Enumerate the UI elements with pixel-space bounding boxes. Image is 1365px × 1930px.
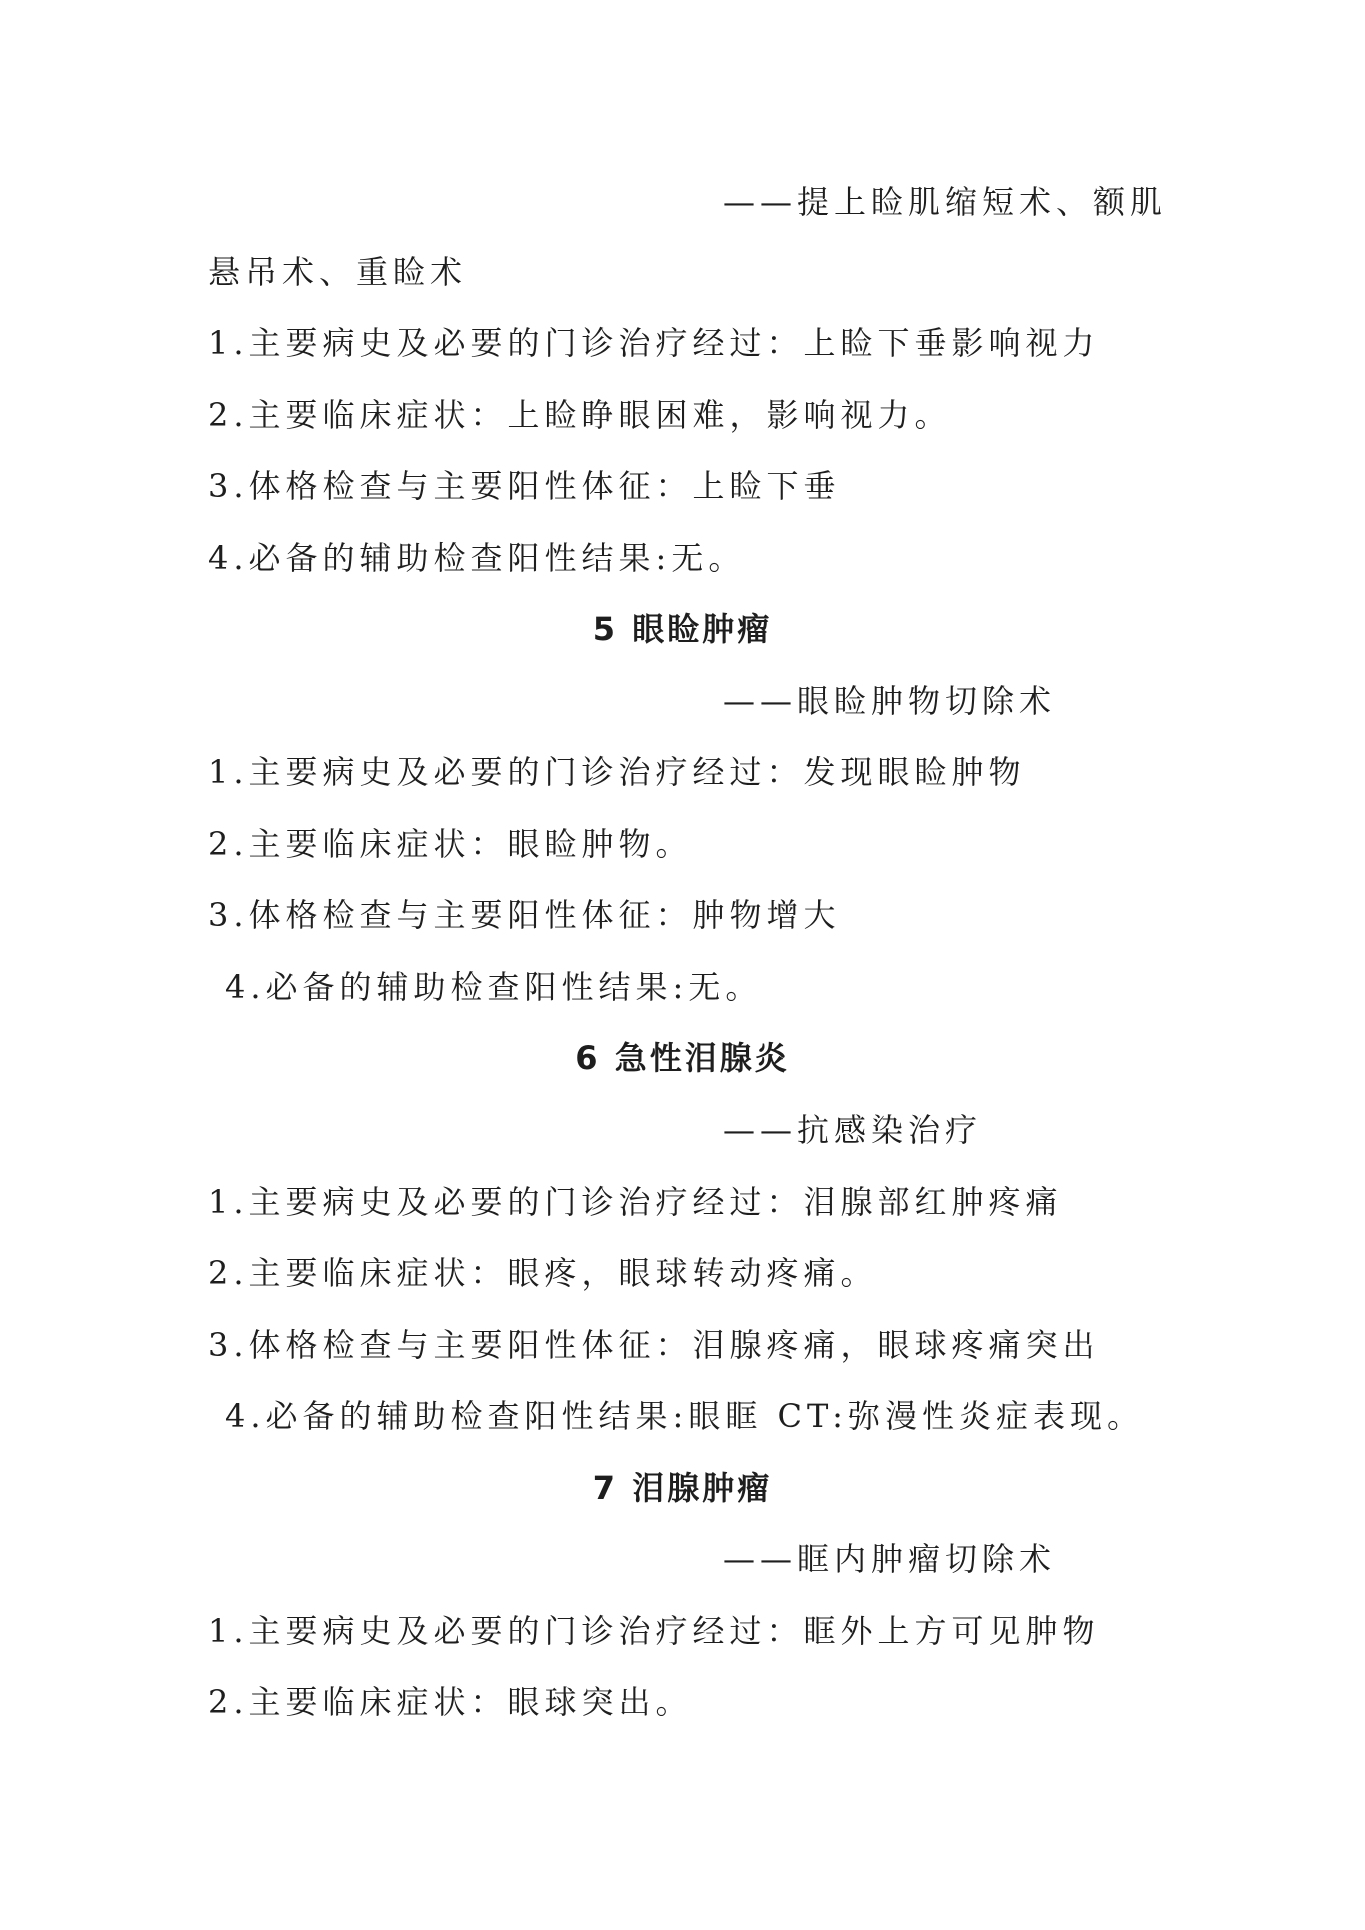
item-aux-results: 4.必备的辅助检查阳性结果:无。 <box>208 539 746 577</box>
item-symptoms: 2.主要临床症状：上睑睁眼困难，影响视力。 <box>208 396 952 434</box>
section-title: 6 急性泪腺炎 <box>575 1039 790 1077</box>
section-title: 5 眼睑肿瘤 <box>592 610 773 648</box>
item-symptoms: 2.主要临床症状：眼疼，眼球转动疼痛。 <box>208 1254 878 1292</box>
item-exam: 3.体格检查与主要阳性体征：泪腺疼痛，眼球疼痛突出 <box>208 1326 1100 1364</box>
item-exam: 3.体格检查与主要阳性体征：上睑下垂 <box>208 467 841 505</box>
item-history: 1.主要病史及必要的门诊治疗经过：上睑下垂影响视力 <box>208 324 1100 362</box>
item-history: 1.主要病史及必要的门诊治疗经过：眶外上方可见肿物 <box>208 1612 1100 1650</box>
item-aux-results: 4.必备的辅助检查阳性结果:无。 <box>225 968 763 1006</box>
item-symptoms: 2.主要临床症状：眼球突出。 <box>208 1683 693 1721</box>
procedure-line: ——抗感染治疗 <box>723 1111 983 1149</box>
item-exam: 3.体格检查与主要阳性体征：肿物增大 <box>208 896 841 934</box>
item-symptoms: 2.主要临床症状：眼睑肿物。 <box>208 825 693 863</box>
section-title: 7 泪腺肿瘤 <box>592 1469 773 1507</box>
procedure-line: ——眼睑肿物切除术 <box>723 682 1057 720</box>
procedure-line: ——提上睑肌缩短术、额肌 <box>723 183 1168 221</box>
procedure-line: ——眶内肿瘤切除术 <box>723 1540 1057 1578</box>
procedure-line-continued: 悬吊术、重睑术 <box>208 253 468 291</box>
item-history: 1.主要病史及必要的门诊治疗经过：发现眼睑肿物 <box>208 753 1026 791</box>
item-history: 1.主要病史及必要的门诊治疗经过：泪腺部红肿疼痛 <box>208 1183 1063 1221</box>
item-aux-results: 4.必备的辅助检查阳性结果:眼眶 CT:弥漫性炎症表现。 <box>225 1397 1144 1435</box>
